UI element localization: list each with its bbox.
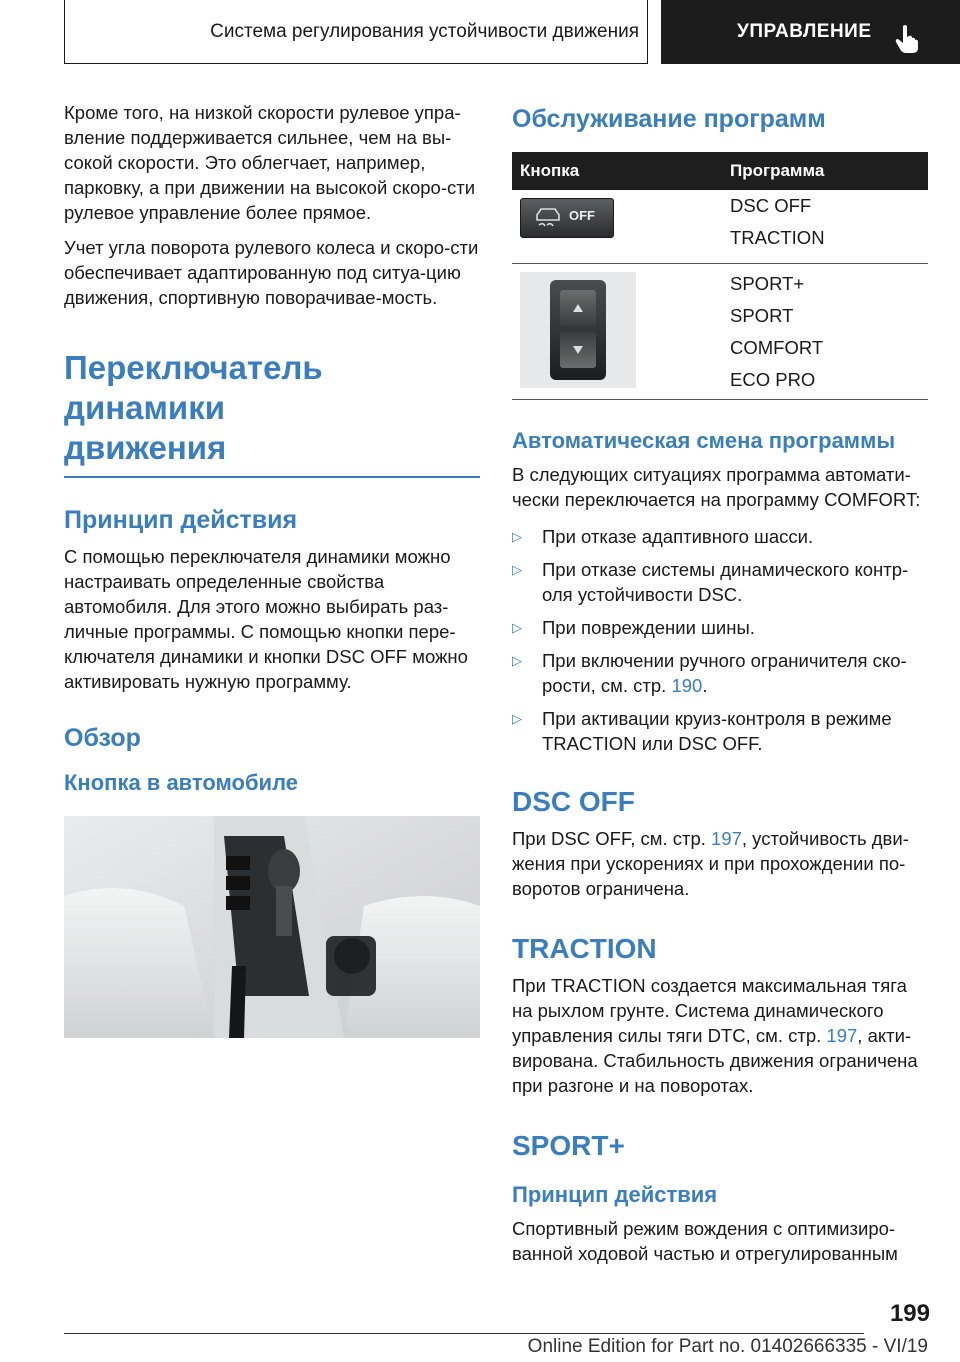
arrow-down-icon — [573, 346, 583, 354]
traction-paragraph: При TRACTION создается максимальная тяга на рыхлом грунте. Система динамического управления силы тяги DTC, см. стр. 197, акти-вирована. Стабильность движения ограничена при разгоне и на поворотах. — [512, 974, 918, 1096]
list-item: ▷ При отказе системы динамического контр-оля устойчивости DSC. — [512, 558, 909, 605]
left-column — [64, 100, 480, 1038]
principle-paragraph: С помощью переключателя динамики можно настраивать определенные свойства автомобиля. Для этого можно выбирать раз-личные программы. С помощью кнопки пере-ключателя динамики и кнопки DSC OFF можно активировать нужную программу. — [64, 545, 468, 692]
program-name: SPORT+ — [730, 272, 805, 294]
auto-change-paragraph: В следующих ситуациях программа автомати-чески переключается на программу COMFORT: — [512, 463, 921, 510]
program-name: TRACTION — [730, 227, 825, 248]
dsc-off-heading: DSC OFF — [512, 785, 635, 817]
traction-heading: TRACTION — [512, 932, 657, 964]
triangle-bullet-icon: ▷ — [512, 561, 522, 577]
triangle-bullet-icon: ▷ — [512, 710, 522, 726]
program-name: COMFORT — [730, 336, 824, 358]
column-header-button: Кнопка — [512, 152, 722, 190]
intro-paragraph-1: Кроме того, на низкой скорости рулевое упра-вление поддерживается сильнее, чем на вы-сокой скорости. Это облегчает, например, парковку, а при движении на высокой скоро-сти рулевое управление более прямое. — [64, 102, 476, 223]
table-header-row — [512, 152, 928, 190]
right-column — [512, 100, 928, 1276]
table-row — [512, 190, 928, 263]
section-heading-line-2: движения — [64, 429, 227, 466]
column-header-program: Программа — [722, 152, 928, 190]
button-in-car-heading: Кнопка в автомобиле — [64, 769, 298, 795]
page-link[interactable]: 197 — [826, 1024, 858, 1046]
intro-paragraph-2: Учет угла поворота рулевого колеса и скоро-сти обеспечивает адаптированную под ситуа-цию движения, спортивную поворачивае-мость. — [64, 237, 479, 308]
triangle-bullet-icon: ▷ — [512, 619, 522, 635]
footer-divider — [64, 1333, 864, 1334]
program-name: ECO PRO — [730, 368, 816, 390]
triangle-bullet-icon: ▷ — [512, 652, 522, 668]
center-console-photo — [64, 816, 480, 1038]
principle-heading: Принцип действия — [64, 505, 298, 534]
off-label: OFF — [569, 208, 595, 223]
arrow-up-icon — [573, 304, 583, 312]
driving-dynamics-switch-image — [520, 272, 636, 388]
operation-heading: Обслуживание программ — [512, 105, 826, 133]
auto-change-heading: Автоматическая смена программы — [512, 427, 896, 453]
chapter-title: УПРАВЛЕНИЕ — [737, 21, 872, 42]
program-name: SPORT — [730, 304, 794, 326]
sport-paragraph: Спортивный режим вождения с оптимизиро-ванной ходовой частью и отрегулированным — [512, 1217, 898, 1264]
list-item: ▷ При отказе адаптивного шасси. — [512, 525, 814, 547]
triangle-bullet-icon: ▷ — [512, 528, 522, 544]
dsc-off-button-image — [520, 198, 614, 238]
edition-footer: Online Edition for Part no. 01402666335 - VI/19 — [527, 1336, 928, 1357]
hand-pointer-icon — [894, 24, 920, 54]
page-link[interactable]: 197 — [711, 827, 742, 849]
running-header — [64, 0, 648, 64]
overview-heading: Обзор — [64, 723, 141, 752]
sport-plus-heading: SPORT+ — [512, 1129, 625, 1161]
table-row — [512, 263, 928, 399]
list-item: ▷ При активации круиз-контроля в режиме TRACTION или DSC OFF. — [512, 707, 892, 754]
list-item: ▷ При включении ручного ограничителя ско-рости, см. стр. 190. — [512, 649, 907, 696]
list-item: ▷ При повреждении шины. — [512, 616, 755, 638]
section-heading-line-1: Переключатель динамики — [64, 349, 323, 426]
program-name: DSC OFF — [730, 195, 812, 216]
program-table — [512, 152, 928, 400]
page-number: 199 — [889, 1300, 930, 1327]
principle-heading-2: Принцип действия — [512, 1181, 718, 1207]
page-link[interactable]: 190 — [671, 674, 703, 696]
dsc-off-paragraph: При DSC OFF, см. стр. 197, устойчивость дви-жения при ускорениях и при прохождении по-воротов ограничена. — [512, 827, 909, 899]
dsc-skid-icon — [533, 205, 563, 231]
section-title: Система регулирования устойчивости движения — [210, 20, 639, 42]
